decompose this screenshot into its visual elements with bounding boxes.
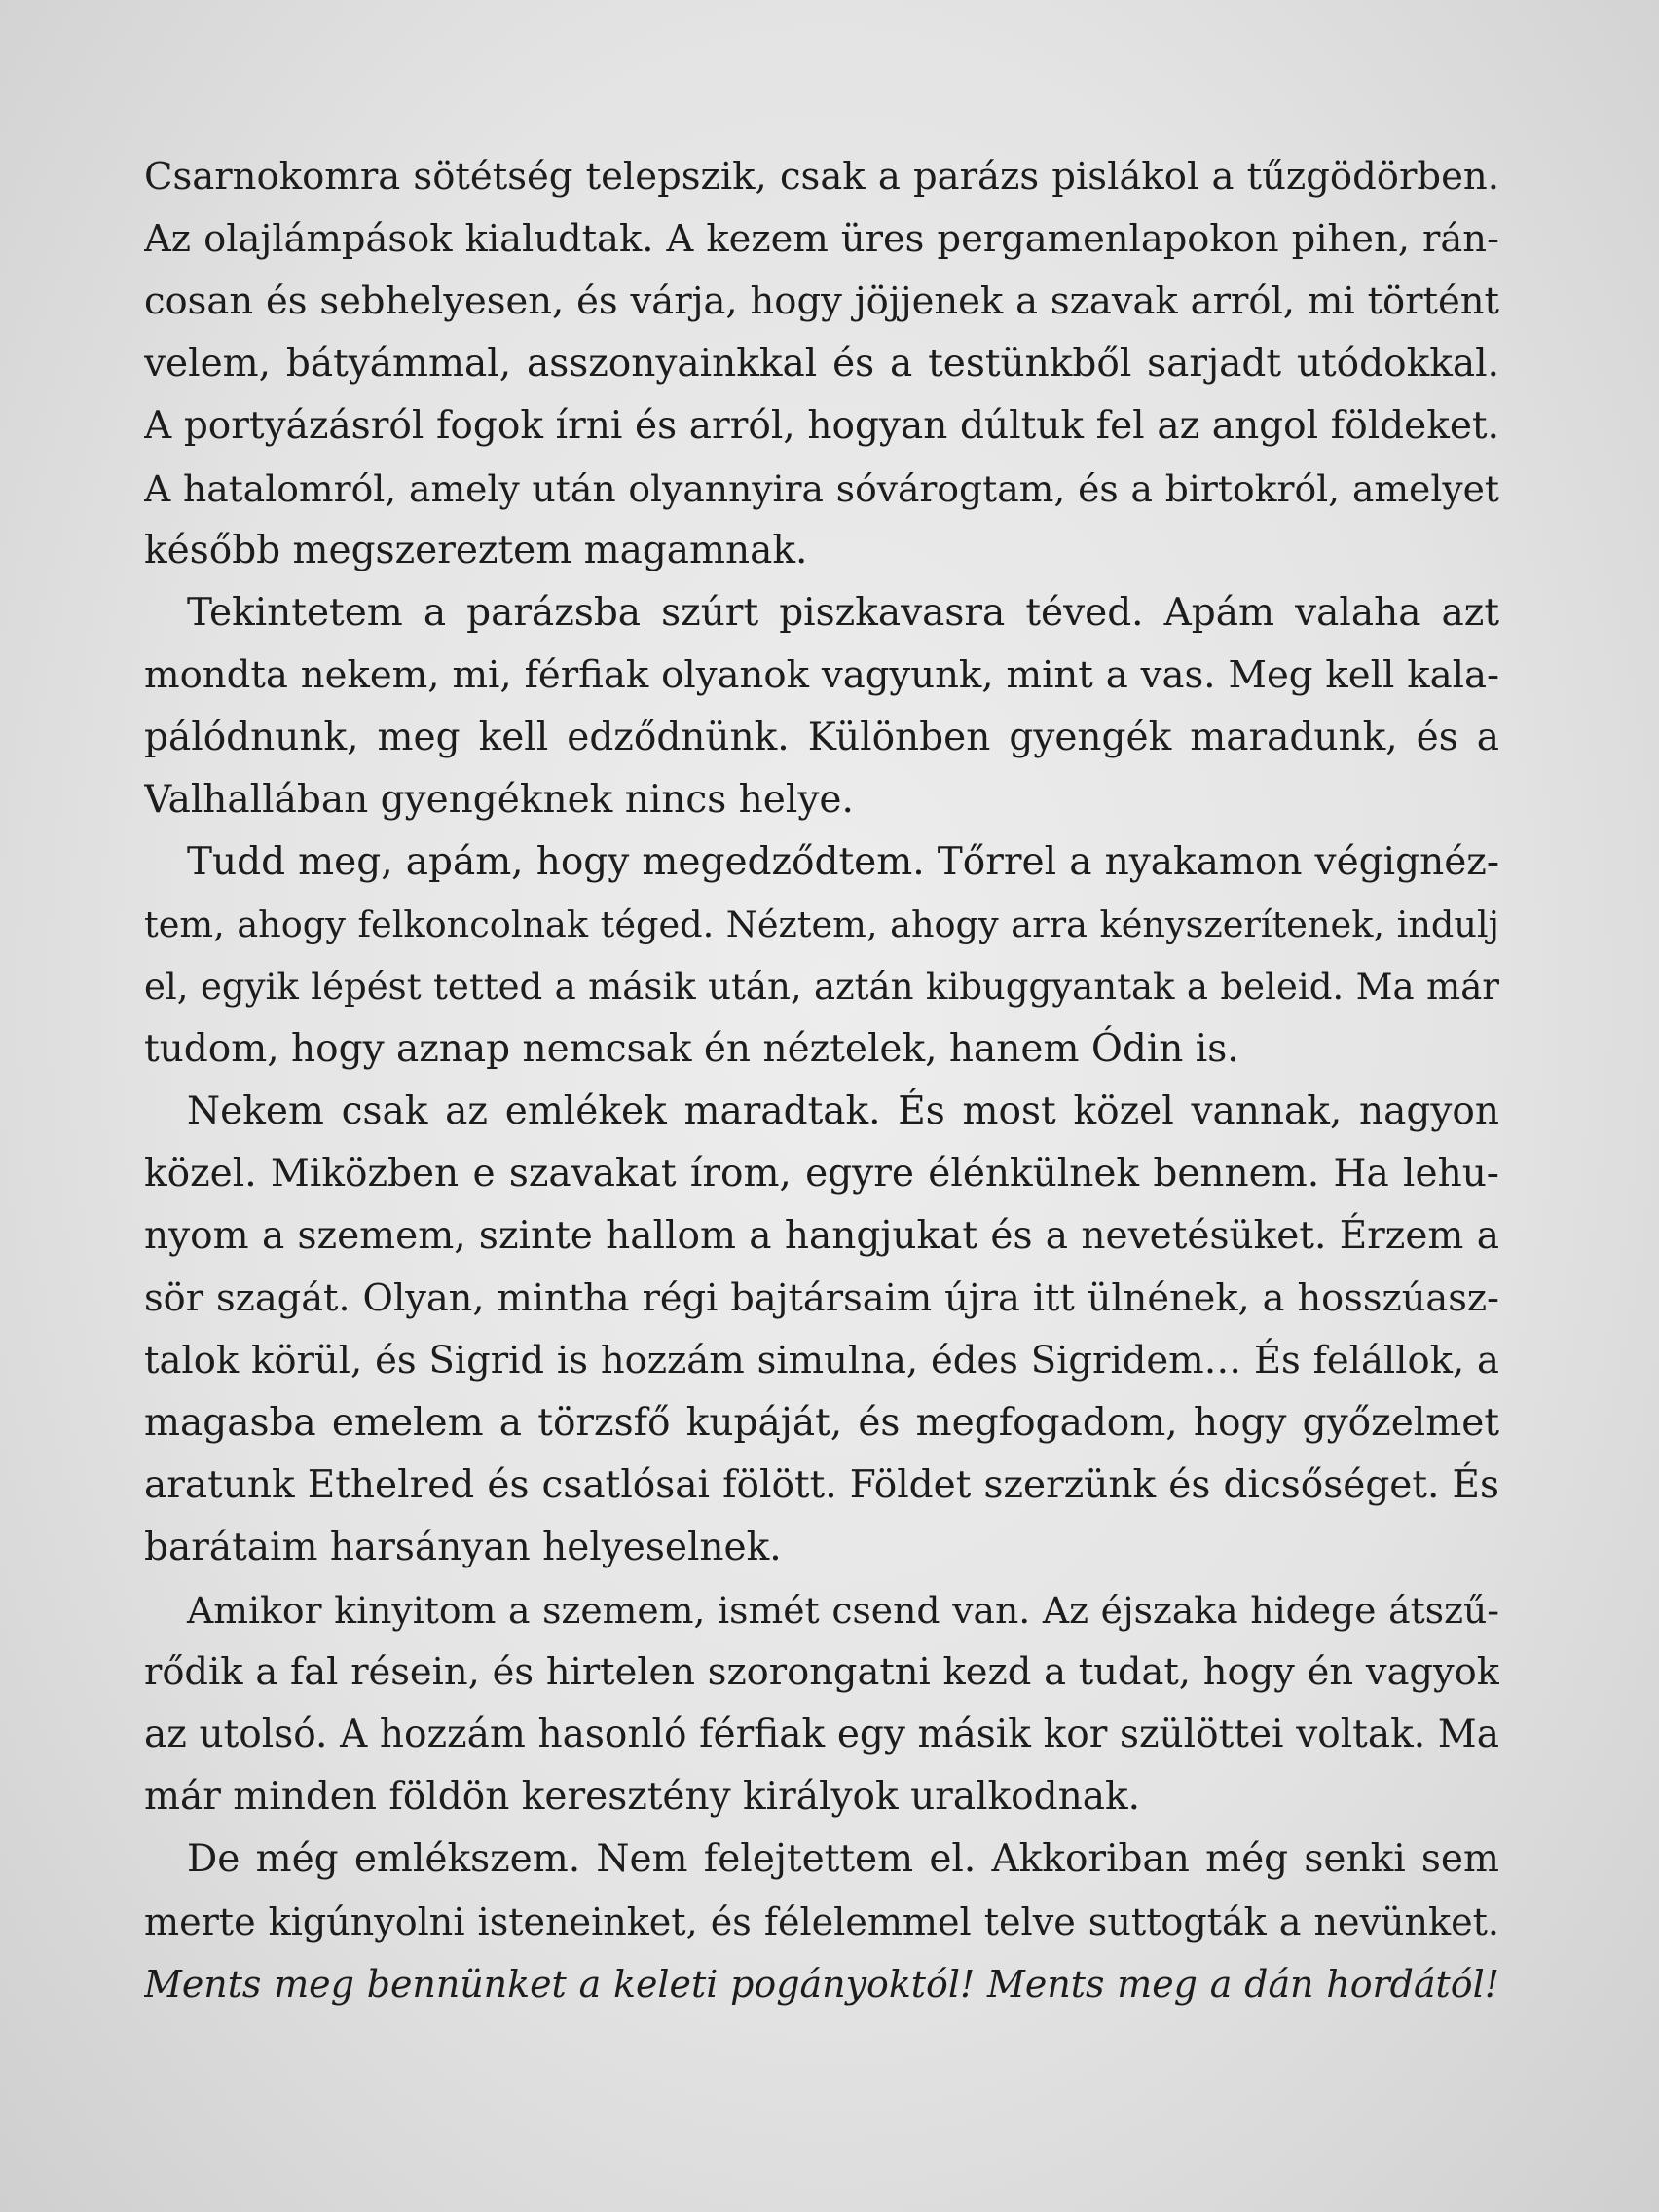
text-line: Nekem csak az emlékek maradtak. És most közel vannak, nagyon (187, 1089, 1499, 1133)
text-line: aratunk Ethelred és csatlósai fölött. Földet szerzünk és dicsőséget. És (144, 1463, 1499, 1507)
paragraph-3 (144, 831, 1499, 1081)
text-line: mondta nekem, mi, férfiak olyanok vagyunk, mint a vas. Meg kell kala- (144, 653, 1499, 697)
paragraph-4 (144, 1081, 1499, 1579)
text-line: sör szagát. Olyan, mintha régi bajtársaim újra itt ülnének, a hosszúasz- (144, 1276, 1499, 1320)
text-line: A hatalomról, amely után olyannyira sóvárogtam, és a birtokról, amelyet (144, 467, 1499, 510)
text-line: velem, bátyámmal, asszonyainkkal és a testünkből sarjadt utódokkal. (144, 342, 1499, 386)
text-line: cosan és sebhelyesen, és várja, hogy jöjjenek a szavak arról, mi történt (144, 279, 1499, 323)
paragraph-2 (144, 582, 1499, 831)
text-line: Tudd meg, apám, hogy megedződtem. Tőrrel a nyakamon végignéz- (187, 840, 1499, 884)
text-line: merte kigúnyolni isteneinket, és félelemmel telve suttogták a nevünket. (144, 1900, 1499, 1943)
text-line: Amikor kinyitom a szemem, ismét csend van. Az éjszaka hidege átszű- (187, 1589, 1499, 1632)
text-line: el, egyik lépést tetted a másik után, aztán kibuggyantak a beleid. Ma már (144, 966, 1499, 1008)
text-line: Valhallában gyengéknek nincs helye. (144, 778, 854, 822)
italic-text-line: Ments meg bennünket a keleti pogányoktól! Ments meg a dán hordától! (144, 1963, 1499, 2006)
text-line: közel. Miközben e szavakat írom, egyre élénkülnek bennem. Ha lehu- (144, 1152, 1499, 1196)
text-line: magasba emelem a törzsfő kupáját, és megfogadom, hogy győzelmet (144, 1401, 1499, 1445)
text-line: később megszereztem magamnak. (144, 529, 808, 572)
text-line: pálódnunk, meg kell edződnünk. Különben gyengék maradunk, és a (144, 716, 1499, 759)
text-line: De még emlékszem. Nem felejtettem el. Akkoriban még senki sem (187, 1837, 1499, 1881)
paragraph-6 (144, 1828, 1499, 2015)
body-text (144, 146, 1499, 2015)
text-line: tudom, hogy aznap nemcsak én néztelek, hanem Ódin is. (144, 1027, 1239, 1071)
text-line: nyom a szemem, szinte hallom a hangjukat és a nevetésüket. Érzem a (144, 1214, 1499, 1258)
text-line: rődik a fal résein, és hirtelen szorongatni kezd a tudat, hogy én vagyok (144, 1650, 1499, 1694)
text-line: már minden földön keresztény királyok uralkodnak. (144, 1775, 1141, 1819)
text-line: az utolsó. A hozzám hasonló férfiak egy másik kor szülöttei voltak. Ma (144, 1713, 1499, 1756)
text-line: A portyázásról fogok írni és arról, hogyan dúltuk fel az angol földeket. (144, 404, 1499, 448)
text-line: talok körül, és Sigrid is hozzám simulna, édes Sigridem… És felállok, a (144, 1339, 1499, 1382)
text-line: Tekintetem a parázsba szúrt piszkavasra téved. Apám valaha azt (187, 591, 1499, 635)
paragraph-5 (144, 1579, 1499, 1828)
text-line: Az olajlámpások kialudtak. A kezem üres pergamenlapokon pihen, rán- (144, 217, 1499, 261)
text-line: barátaim harsányan helyeselnek. (144, 1526, 782, 1569)
text-line: Csarnokomra sötétség telepszik, csak a parázs pislákol a tűzgödörben. (144, 155, 1499, 199)
text-line: tem, ahogy felkoncolnak téged. Néztem, ahogy arra kényszerítenek, indulj (144, 903, 1499, 945)
paragraph-1 (144, 146, 1499, 582)
